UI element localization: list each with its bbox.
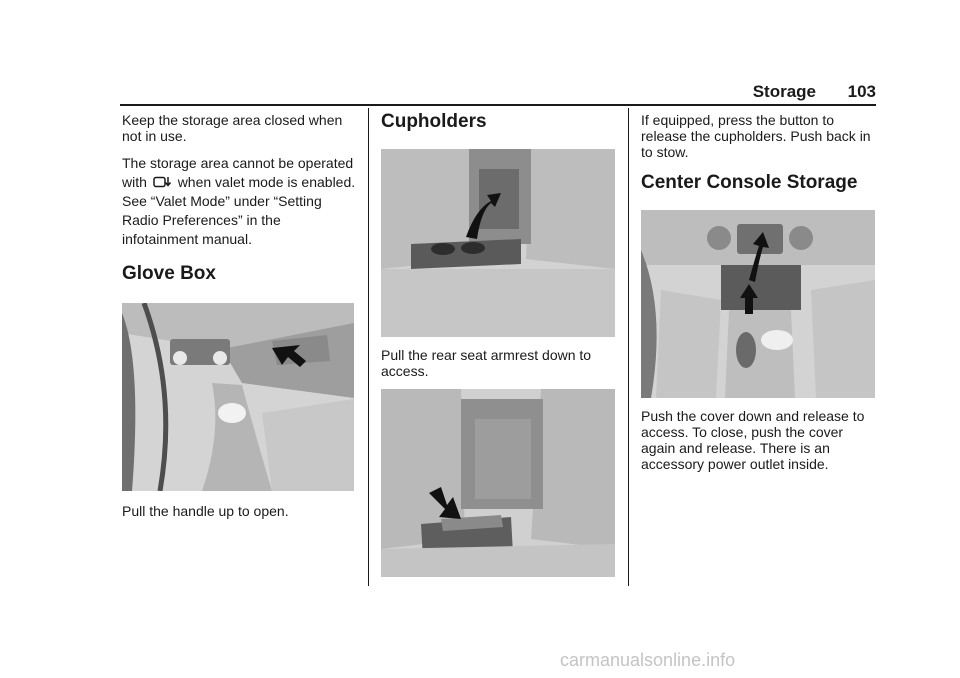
- column-divider-2: [628, 108, 629, 586]
- center-console-heading: Center Console Storage: [641, 172, 858, 193]
- center-console-figure: [641, 210, 875, 398]
- column-3: [641, 108, 875, 482]
- armrest-caption: Pull the rear seat armrest down to access.: [381, 347, 592, 379]
- cupholder-release-text: If equipped, press the button to release the cupholders. Push back in to stow.: [641, 112, 871, 160]
- glove-box-caption: Pull the handle up to open.: [122, 503, 289, 519]
- glove-box-heading: Glove Box: [122, 263, 216, 284]
- valet-note: [122, 154, 356, 249]
- valet-note-end: when valet mode is enabled. See “Valet Mode” under “Setting Radio Preferences” in the infotainment manual.: [122, 174, 356, 247]
- page-number: 103: [847, 82, 876, 101]
- section-title: Storage: [752, 82, 816, 101]
- valet-note-start: The storage area cannot be operated with: [122, 155, 354, 190]
- glove-box-figure: [122, 303, 354, 491]
- page-header: [120, 80, 876, 106]
- armrest-figure: [381, 149, 615, 337]
- column-divider-1: [368, 108, 369, 586]
- valet-mode-icon: [153, 176, 171, 188]
- column-1: [122, 108, 356, 529]
- header-rule: [120, 104, 876, 106]
- watermark: carmanualsonline.info: [560, 650, 736, 670]
- center-console-caption: Push the cover down and release to access. To close, push the cover again and release. There is an accessory power outlet inside.: [641, 408, 865, 472]
- cupholder-release-figure: [381, 389, 615, 577]
- cupholders-heading: Cupholders: [381, 111, 487, 132]
- storage-closed-note: Keep the storage area closed when not in use.: [122, 112, 343, 144]
- column-2: [381, 108, 615, 577]
